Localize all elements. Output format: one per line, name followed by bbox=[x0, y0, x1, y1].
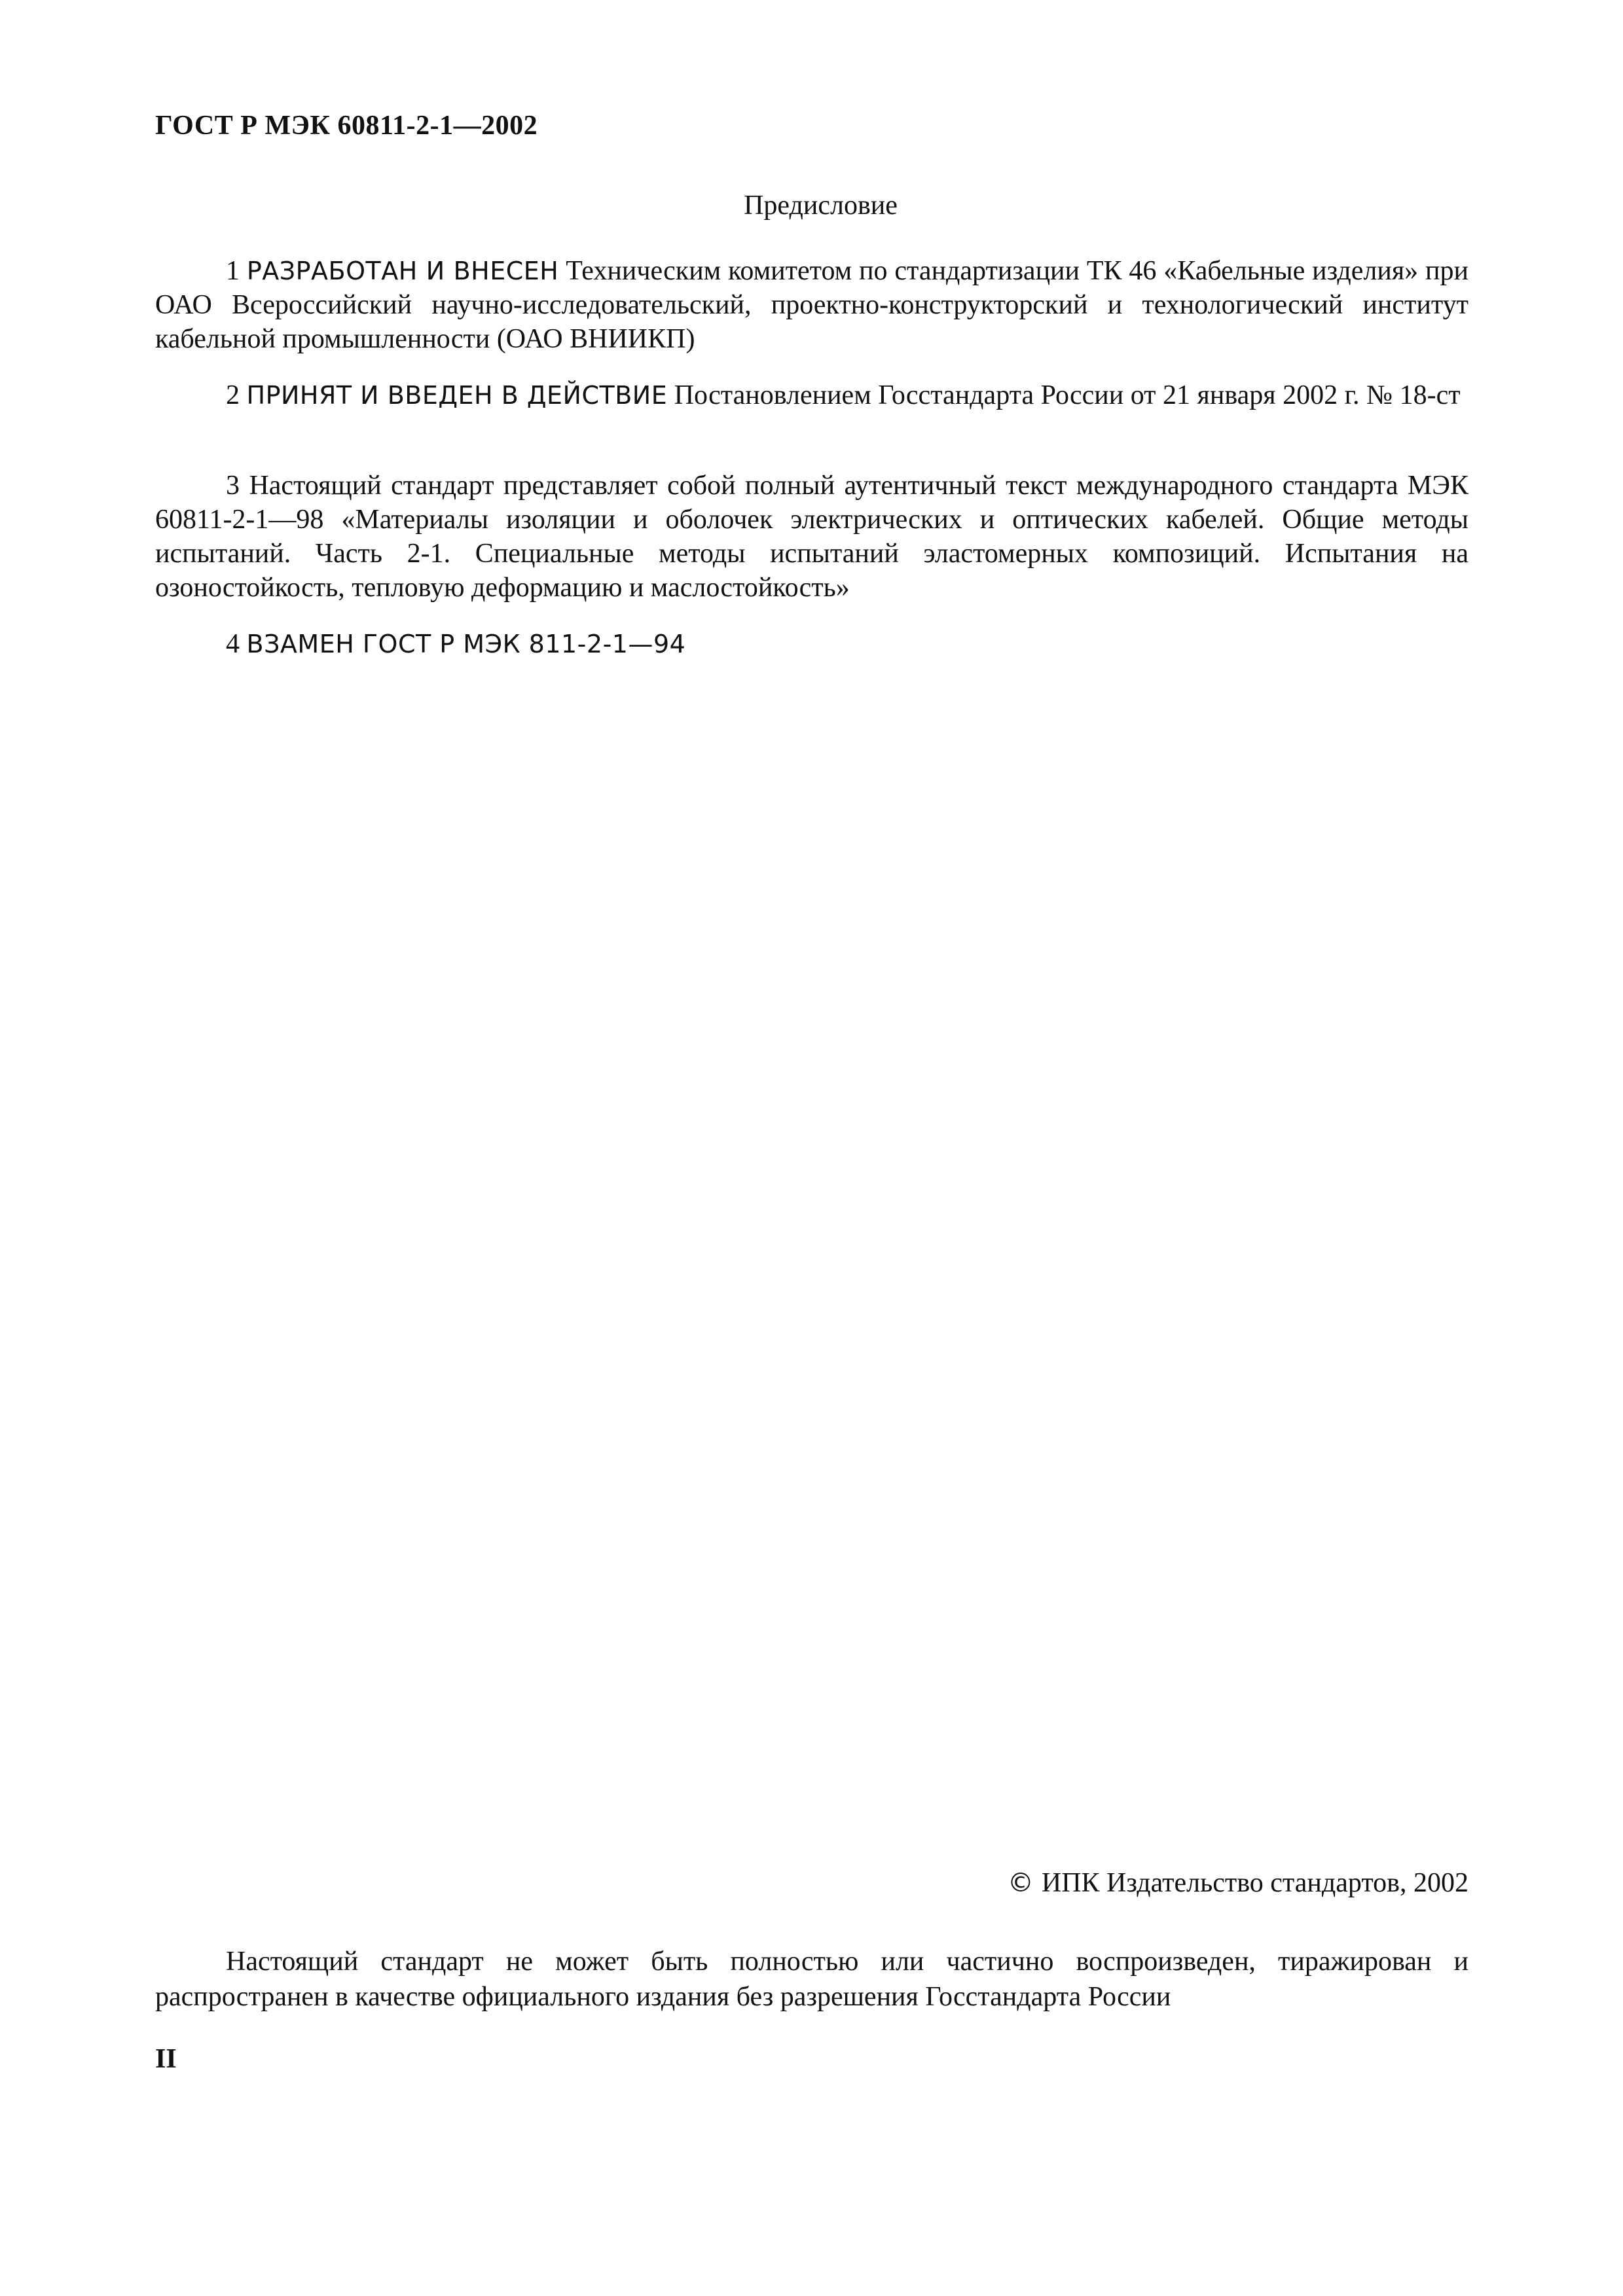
foreword-item-3-number: 3 bbox=[226, 471, 249, 501]
foreword-item-1-caps: РАЗРАБОТАН И ВНЕСЕН bbox=[246, 257, 559, 285]
foreword-item-1-text: Техническим комитетом по стандартизации ТК 46 «Кабельные изделия» при ОАО Всероссийский научно-исследовательский, проектно-конструкторский и технологический институт кабельной промышленности (ОАО ВНИИКП) bbox=[155, 256, 1468, 354]
copyright-symbol: © bbox=[1007, 1868, 1034, 1898]
foreword-item-2 bbox=[155, 378, 1468, 412]
document-code-header: ГОСТ Р МЭК 60811-2-1—2002 bbox=[155, 111, 538, 141]
foreword-item-4-number: 4 bbox=[226, 629, 247, 659]
foreword-title: Предисловие bbox=[744, 190, 898, 221]
copyright-line bbox=[1008, 1867, 1468, 1899]
copyright-text: ИПК Издательство стандартов, 2002 bbox=[1041, 1868, 1468, 1898]
foreword-item-3-text: Настоящий стандарт представляет собой полный аутентичный текст международного стандарта МЭК 60811-2-1—98 «Материалы изоляции и оболочек электрических и оптических кабелей. Общие методы испытаний. Часть 2-1. Специальные методы испытаний эластомерных композиций. Испытания на озоностойкость, тепловую деформацию и маслостойкость» bbox=[155, 471, 1468, 603]
reproduction-notice: Настоящий стандарт не может быть полностью или частично воспроизведен, тиражирован и распространен в качестве официального издания без разрешения Госстандарта России bbox=[155, 1946, 1468, 2012]
foreword-item-1-number: 1 bbox=[226, 256, 247, 286]
foreword-item-4-caps: ВЗАМЕН ГОСТ Р МЭК 811-2-1—94 bbox=[246, 630, 686, 658]
foreword-item-3 bbox=[155, 469, 1468, 605]
foreword-item-2-text: Постановлением Госстандарта России от 21 января 2002 г. № 18-ст bbox=[667, 380, 1461, 410]
page-number: II bbox=[155, 2044, 177, 2074]
foreword-item-1 bbox=[155, 254, 1468, 356]
foreword-title-row bbox=[0, 190, 1623, 221]
foreword-item-4 bbox=[155, 627, 1468, 661]
foreword-item-2-number: 2 bbox=[226, 380, 247, 410]
foreword-item-2-caps: ПРИНЯТ И ВВЕДЕН В ДЕЙСТВИЕ bbox=[246, 381, 668, 410]
